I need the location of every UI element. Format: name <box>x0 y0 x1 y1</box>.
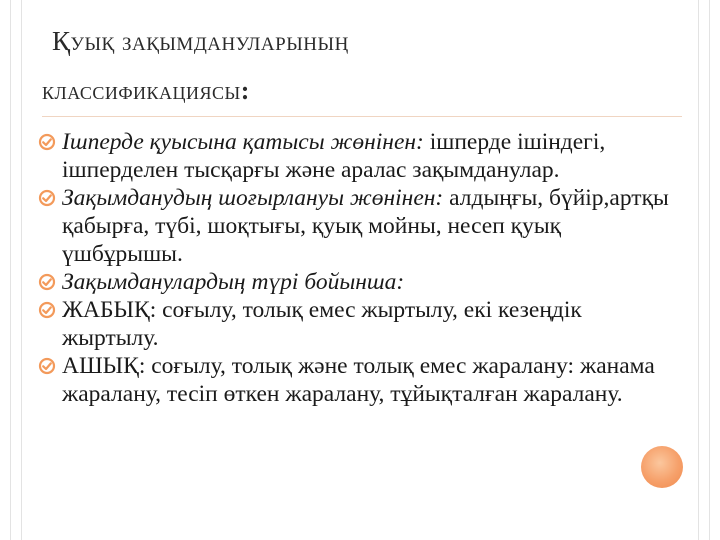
right-border-decoration <box>698 0 710 540</box>
bullet-lead: Зақымданулардың түрі бойынша: <box>62 269 405 295</box>
bullet-text: АШЫҚ: соғылу, толық және толық емес жаралану: жанама жаралану, тесіп өткен жаралану, тұйықталған жаралану. <box>62 353 655 407</box>
bullet-item <box>38 128 678 184</box>
bullet-item <box>38 352 678 408</box>
bullet-text: ішперде ішіндегі, ішперделен тысқарғы және аралас зақымданулар. <box>62 129 606 183</box>
circle-check-icon <box>38 301 56 319</box>
title-divider <box>42 116 682 117</box>
bullet-item <box>38 184 678 268</box>
bullet-lead: Ішперде қуысына қатысы жөнінен: <box>62 129 424 155</box>
slide-title-line-2 <box>42 76 250 106</box>
circle-check-icon <box>38 189 56 207</box>
accent-circle-decoration <box>641 446 683 488</box>
circle-check-icon <box>38 133 56 151</box>
bullet-lead: Зақымданудың шоғырлануы жөнінен: <box>62 185 444 211</box>
circle-check-icon <box>38 273 56 291</box>
bullet-list <box>38 128 678 408</box>
slide-title-text: классификациясы <box>42 76 241 105</box>
bullet-item <box>38 268 678 296</box>
left-border-decoration <box>10 0 22 540</box>
bullet-item <box>38 296 678 352</box>
bullet-text: ЖАБЫҚ: соғылу, толық емес жыртылу, екі кезеңдік жыртылу. <box>62 297 582 351</box>
bullet-text: алдыңғы, бүйір,артқы қабырға, түбі, шоқтығы, қуық мойны, несеп қуық үшбұрышы. <box>62 185 669 267</box>
slide-title-colon: : <box>240 76 250 105</box>
slide-title-line-1: Қуық зақымдануларының <box>52 26 349 56</box>
circle-check-icon <box>38 357 56 375</box>
